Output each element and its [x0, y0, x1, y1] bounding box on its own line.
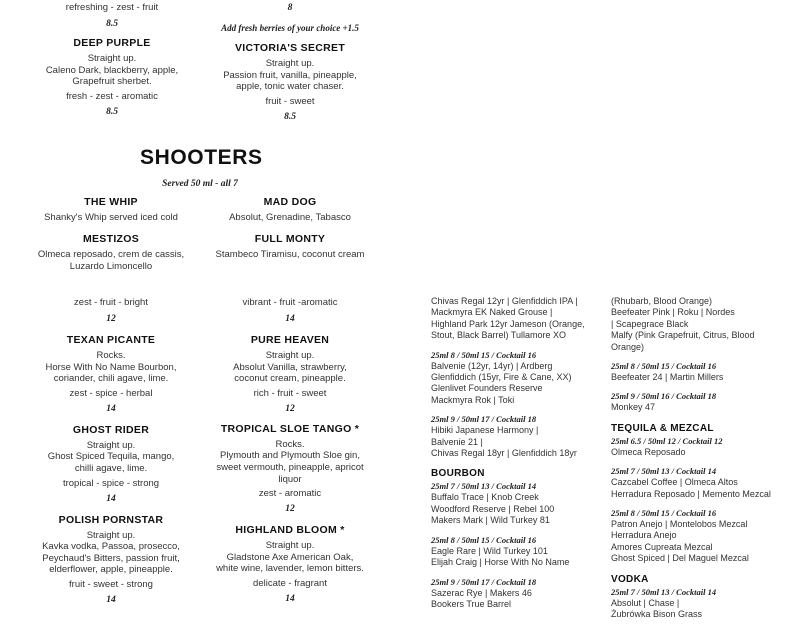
item-name: MESTIZOS: [82, 233, 140, 245]
item-name: TEXAN PICANTE: [66, 334, 156, 346]
spirit-line: Chivas Regal 12yr | Glenfiddich IPA |: [431, 296, 578, 306]
flavor-notes: fresh - zest - aromatic: [66, 90, 158, 102]
price-tier: 25ml 8 / 50ml 15 / Cocktail 16: [431, 349, 537, 360]
section-subtitle: Served 50 ml - all 7: [162, 179, 238, 189]
spirit-line: Makers Mark | Wild Turkey 81: [431, 515, 550, 526]
spirit-line: Elijah Craig | Horse With No Name: [431, 557, 570, 568]
bottom-col-2: [188, 297, 392, 605]
price: 12: [285, 403, 295, 414]
price: 14: [285, 314, 295, 324]
spirits-block: [431, 535, 606, 569]
price-tier: 25ml 8 / 50ml 15 / Cocktail 16: [431, 534, 537, 545]
spirit-line: Balvenie 21 |: [431, 436, 483, 447]
item-name: THE WHIP: [84, 196, 138, 208]
spirit-line: Beefeater Pink | Roku | Nordes: [611, 307, 735, 318]
section-title-shooters: SHOOTERS: [140, 146, 263, 169]
item-name: MAD DOG: [263, 196, 317, 208]
spirits-category-tequila-mezcal: [611, 422, 800, 458]
shooter-full-monty: [188, 233, 392, 261]
spirit-line: Amores Cupreata Mezcal: [611, 541, 713, 552]
item-desc: Straight up.: [86, 439, 136, 451]
price: 12: [106, 314, 116, 324]
category-heading: TEQUILA & MEZCAL: [611, 422, 714, 434]
price: 8.5: [284, 111, 296, 122]
flavor-notes: zest - fruit - bright: [74, 297, 148, 308]
item-desc: elderflower, apple, pineapple.: [49, 564, 173, 576]
price-tier: 25ml 7 / 50ml 13 / Cocktail 14: [611, 586, 717, 597]
price: 8.5: [106, 19, 118, 29]
addon-note: Add fresh berries of your choice +1.5: [221, 23, 359, 33]
item-desc: Ghost Spiced Tequila, mango,: [47, 451, 175, 463]
spirits-block: [611, 466, 800, 500]
spirit-line: Beefeater 24 | Martin Millers: [611, 372, 724, 383]
item-name: HIGHLAND BLOOM *: [235, 524, 345, 537]
price-tier: 25ml 9 / 50ml 17 / Cocktail 18: [431, 414, 537, 425]
spirit-line: Olmeca Reposado: [611, 446, 686, 457]
item-desc: Rocks.: [275, 438, 305, 450]
spirit-line: Stout, Black Barrel) Tullamore XO: [431, 330, 567, 341]
spirits-block: [431, 414, 606, 459]
item-desc: coconut cream, pineapple.: [234, 373, 346, 385]
spirit-line: Mackmyra EK Naked Grouse |: [431, 307, 553, 318]
price-tier: 25ml 7 / 50ml 13 / Cocktail 14: [611, 466, 717, 477]
spirits-category-vodka: [611, 573, 800, 621]
item-desc: apple, tonic water chaser.: [236, 81, 344, 93]
item-desc: Gladstone Axe American Oak,: [226, 551, 354, 563]
flavor-notes: refreshing - zest - fruit: [65, 2, 159, 13]
price-tier: 25ml 8 / 50ml 15 / Cocktail 16: [611, 508, 717, 519]
item-desc: Straight up.: [265, 350, 315, 361]
spirits-list-whisky-bourbon: [431, 296, 606, 616]
item-name: GHOST RIDER: [72, 423, 150, 436]
item-desc: Rocks.: [96, 350, 126, 361]
item-name: VICTORIA'S SECRET: [234, 42, 346, 54]
category-heading: VODKA: [611, 573, 649, 585]
spirit-line: Buffalo Trace | Knob Creek: [431, 492, 539, 503]
price: 14: [106, 594, 116, 605]
flavor-notes: tropical - spice - strong: [62, 477, 160, 489]
spirits-category-bourbon: [431, 467, 606, 526]
spirit-line: Mackmyra Rok | Toki: [431, 394, 515, 405]
spirit-line: (Rhubarb, Blood Orange): [611, 296, 713, 306]
spirit-line: Cazcabel Coffee | Olmeca Altos: [611, 477, 738, 488]
item-name: FULL MONTY: [254, 233, 326, 245]
spirit-line: Chivas Regal 18yr | Glenfiddich 18yr: [431, 448, 577, 459]
spirit-line: Żubrówka Bison Grass: [611, 609, 703, 620]
spirit-line: Eagle Rare | Wild Turkey 101: [431, 545, 548, 556]
item-desc: Horse With No Name Bourbon,: [45, 361, 177, 373]
price: 8.5: [106, 106, 118, 117]
price-tier: 25ml 9 / 50ml 16 / Cocktail 18: [611, 391, 717, 402]
item-desc: Caleno Dark, blackberry, apple,: [45, 64, 179, 76]
flavor-notes: fruit - sweet - strong: [69, 578, 153, 590]
item-desc: Plymouth and Plymouth Sloe gin,: [220, 450, 360, 462]
menu-item-victorias-secret: [188, 42, 392, 123]
spirit-line: Malfy (Pink Grapefruit, Citrus, Blood: [611, 330, 755, 341]
menu-item-highland-bloom: [188, 524, 392, 605]
spirits-block: [611, 296, 800, 353]
spirits-block: [611, 361, 800, 383]
item-desc: white wine, lavender, lemon bitters.: [216, 563, 364, 575]
item-desc: Olmeca reposado, crem de cassis,: [37, 249, 185, 260]
item-name: TROPICAL SLOE TANGO *: [220, 422, 360, 435]
menu-item-pure-heaven: [188, 334, 392, 415]
price-tier: 25ml 8 / 50ml 15 / Cocktail 16: [611, 361, 717, 372]
spirit-line: Sazerac Rye | Makers 46: [431, 587, 532, 598]
spirits-block: [431, 577, 606, 611]
item-desc: Straight up.: [265, 58, 315, 69]
spirit-line: Balvenie (12yr, 14yr) | Ardberg: [431, 360, 553, 371]
item-desc: Absolut Vanilla, strawberry,: [233, 361, 347, 373]
spirit-line: Glenfiddich (15yr, Fire & Cane, XX): [431, 372, 572, 383]
item-name: PURE HEAVEN: [250, 334, 330, 346]
item-desc: liquor: [278, 473, 302, 485]
item-desc: chilli agave, lime.: [74, 462, 148, 474]
flavor-notes: zest - aromatic: [258, 488, 322, 500]
item-desc: Straight up.: [265, 540, 315, 552]
flavor-notes: fruit - sweet: [265, 95, 315, 107]
flavor-notes: rich - fruit - sweet: [253, 387, 327, 399]
spirits-block: [431, 350, 606, 407]
item-desc: Straight up.: [86, 529, 136, 541]
item-name: DEEP PURPLE: [73, 37, 151, 49]
item-name: POLISH PORNSTAR: [58, 513, 164, 526]
item-desc: Stambeco Tiramisu, coconut cream: [215, 249, 365, 260]
spirit-line: Hibiki Japanese Harmony |: [431, 425, 539, 436]
flavor-notes: zest - spice - herbal: [69, 387, 153, 399]
price: 12: [285, 504, 295, 515]
spirit-line: | Scapegrace Black: [611, 318, 689, 329]
spirit-line: Glenlivet Founders Reserve: [431, 383, 543, 394]
item-desc: Absolut, Grenadine, Tabasco: [229, 212, 351, 223]
spirits-list-gin-tequila-vodka: [611, 296, 800, 627]
menu-item-tropical-sloe-tango: [188, 423, 392, 515]
price: 14: [106, 493, 116, 504]
spirit-line: Absolut | Chase |: [611, 597, 680, 608]
spirit-line: Highland Park 12yr Jameson (Orange,: [431, 318, 585, 329]
price: 8: [287, 3, 293, 13]
item-desc: sweet vermouth, pineapple, apricot: [216, 461, 364, 473]
item-desc: Shanky's Whip served iced cold: [44, 212, 178, 223]
spirit-line: Ghost Spiced | Del Maguel Mezcal: [611, 553, 749, 564]
item-desc: Kavka vodka, Passoa, prosecco,: [42, 541, 180, 553]
spirit-line: Monkey 47: [611, 402, 656, 413]
spirit-line: Patron Anejo | Montelobos Mezcal: [611, 519, 748, 530]
top-right-column: [188, 2, 392, 123]
flavor-notes: vibrant - fruit -aromatic: [242, 297, 338, 308]
spirits-block: [611, 391, 800, 413]
item-desc: Luzardo Limoncello: [69, 260, 153, 272]
shooter-mad-dog: [188, 196, 392, 224]
flavor-notes: delicate - fragrant: [253, 577, 327, 589]
item-desc: coriander, chili agave, lime.: [53, 373, 169, 385]
category-heading: BOURBON: [431, 468, 485, 480]
price: 14: [285, 593, 295, 604]
item-desc: Grapefruit sherbet.: [72, 76, 152, 88]
spirit-line: Bookers True Barrel: [431, 598, 512, 609]
item-desc: Passion fruit, vanilla, pineapple,: [223, 69, 357, 81]
item-desc: Peychaud's Bitters, passion fruit,: [42, 552, 180, 564]
spirits-block: [431, 296, 606, 342]
spirit-line: Herradura Anejo: [611, 530, 677, 541]
price-tier: 25ml 7 / 50ml 13 / Cocktail 14: [431, 481, 537, 492]
spirit-line: Orange): [611, 341, 645, 352]
spirit-line: Herradura Reposado | Memento Mezcal: [611, 488, 771, 499]
spirits-block: [611, 508, 800, 565]
price-tier: 25ml 6.5 / 50ml 12 / Cocktail 12: [611, 435, 723, 446]
price-tier: 25ml 9 / 50ml 17 / Cocktail 18: [431, 576, 537, 587]
item-desc: Straight up.: [87, 53, 137, 64]
price: 14: [106, 403, 116, 414]
spirit-line: Woodford Reserve | Rebel 100: [431, 503, 555, 514]
